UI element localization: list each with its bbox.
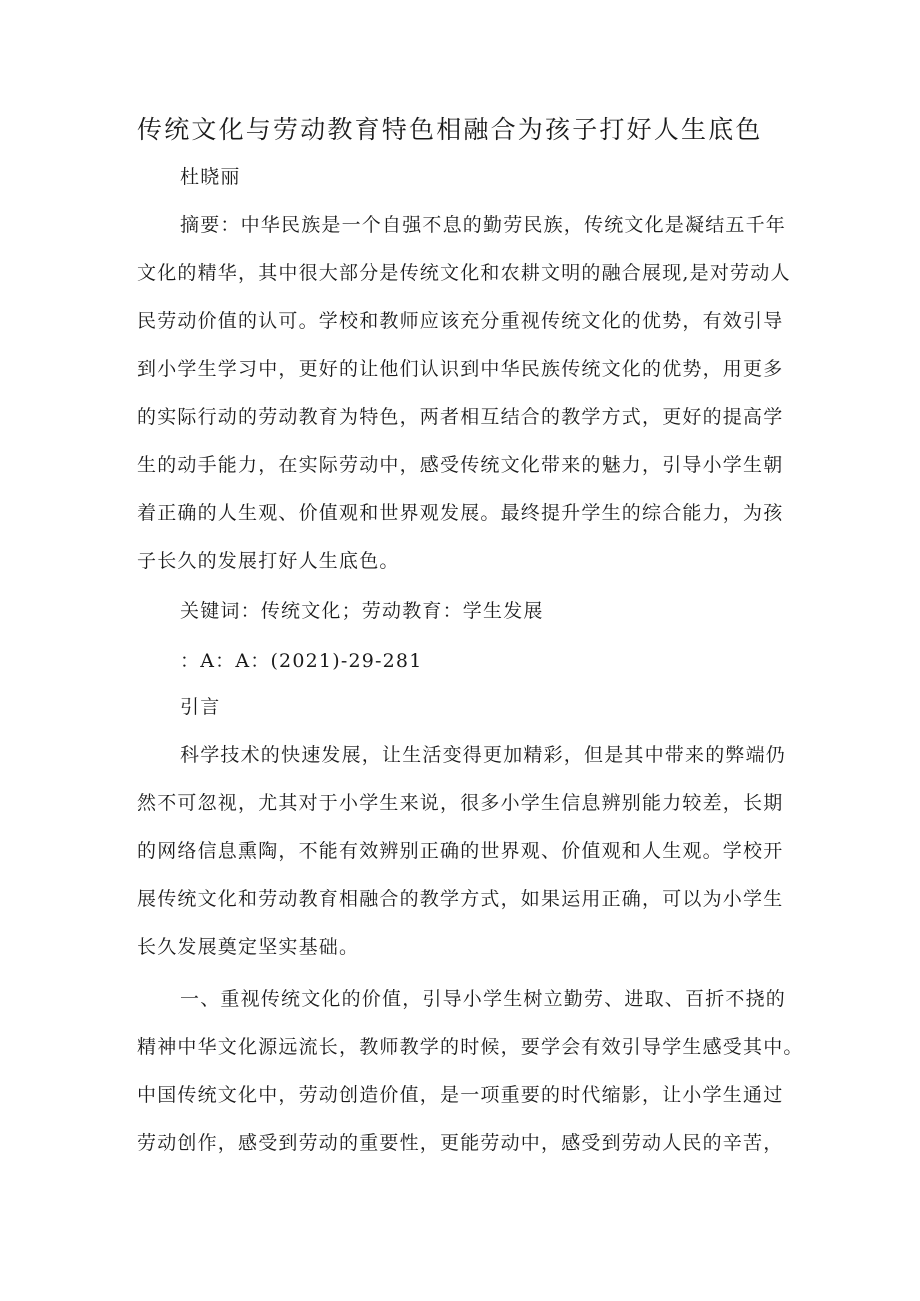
intro-line: 然不可忽视，尤其对于小学生来说，很多小学生信息辨别能力较差，长期 bbox=[137, 792, 784, 814]
document-title: 传统文化与劳动教育特色相融合为孩子打好人生底色 bbox=[137, 115, 763, 144]
author-name: 杜晓丽 bbox=[180, 166, 241, 188]
intro-line: 展传统文化和劳动教育相融合的教学方式，如果运用正确，可以为小学生 bbox=[137, 888, 784, 910]
abstract-line: 子长久的发展打好人生底色。 bbox=[137, 550, 400, 572]
abstract-line: 的实际行动的劳动教育为特色，两者相互结合的教学方式，更好的提高学 bbox=[137, 406, 784, 428]
section1-line: 中国传统文化中，劳动创造价值，是一项重要的时代缩影，让小学生通过 bbox=[137, 1084, 784, 1106]
abstract-line: 着正确的人生观、价值观和世界观发展。最终提升学生的综合能力，为孩 bbox=[137, 502, 784, 524]
intro-line: 科学技术的快速发展，让生活变得更加精彩，但是其中带来的弊端仍 bbox=[180, 744, 787, 766]
classification-line: ：A：A：(2021)-29-281 bbox=[180, 650, 423, 672]
intro-line: 长久发展奠定坚实基础。 bbox=[137, 936, 360, 958]
section1-line: 精神中华文化源远流长，教师教学的时候，要学会有效引导学生感受其中。 bbox=[137, 1036, 804, 1058]
abstract-line: 到小学生学习中，更好的让他们认识到中华民族传统文化的优势，用更多 bbox=[137, 358, 784, 380]
keywords-line: 关键词：传统文化；劳动教育：学生发展 bbox=[180, 600, 544, 622]
intro-line: 的网络信息熏陶，不能有效辨别正确的世界观、价值观和人生观。学校开 bbox=[137, 840, 784, 862]
abstract-line: 生的动手能力，在实际劳动中，感受传统文化带来的魅力，引导小学生朝 bbox=[137, 454, 784, 476]
section1-line: 一、重视传统文化的价值，引导小学生树立勤劳、进取、百折不挠的 bbox=[180, 988, 787, 1010]
abstract-line: 摘要：中华民族是一个自强不息的勤劳民族，传统文化是凝结五千年 bbox=[180, 214, 787, 236]
abstract-line: 文化的精华，其中很大部分是传统文化和农耕文明的融合展现,是对劳动人 bbox=[137, 262, 791, 284]
intro-heading: 引言 bbox=[180, 696, 221, 718]
abstract-line: 民劳动价值的认可。学校和教师应该充分重视传统文化的优势，有效引导 bbox=[137, 310, 784, 332]
section1-line: 劳动创作，感受到劳动的重要性，更能劳动中，感受到劳动人民的辛苦， bbox=[137, 1132, 784, 1154]
